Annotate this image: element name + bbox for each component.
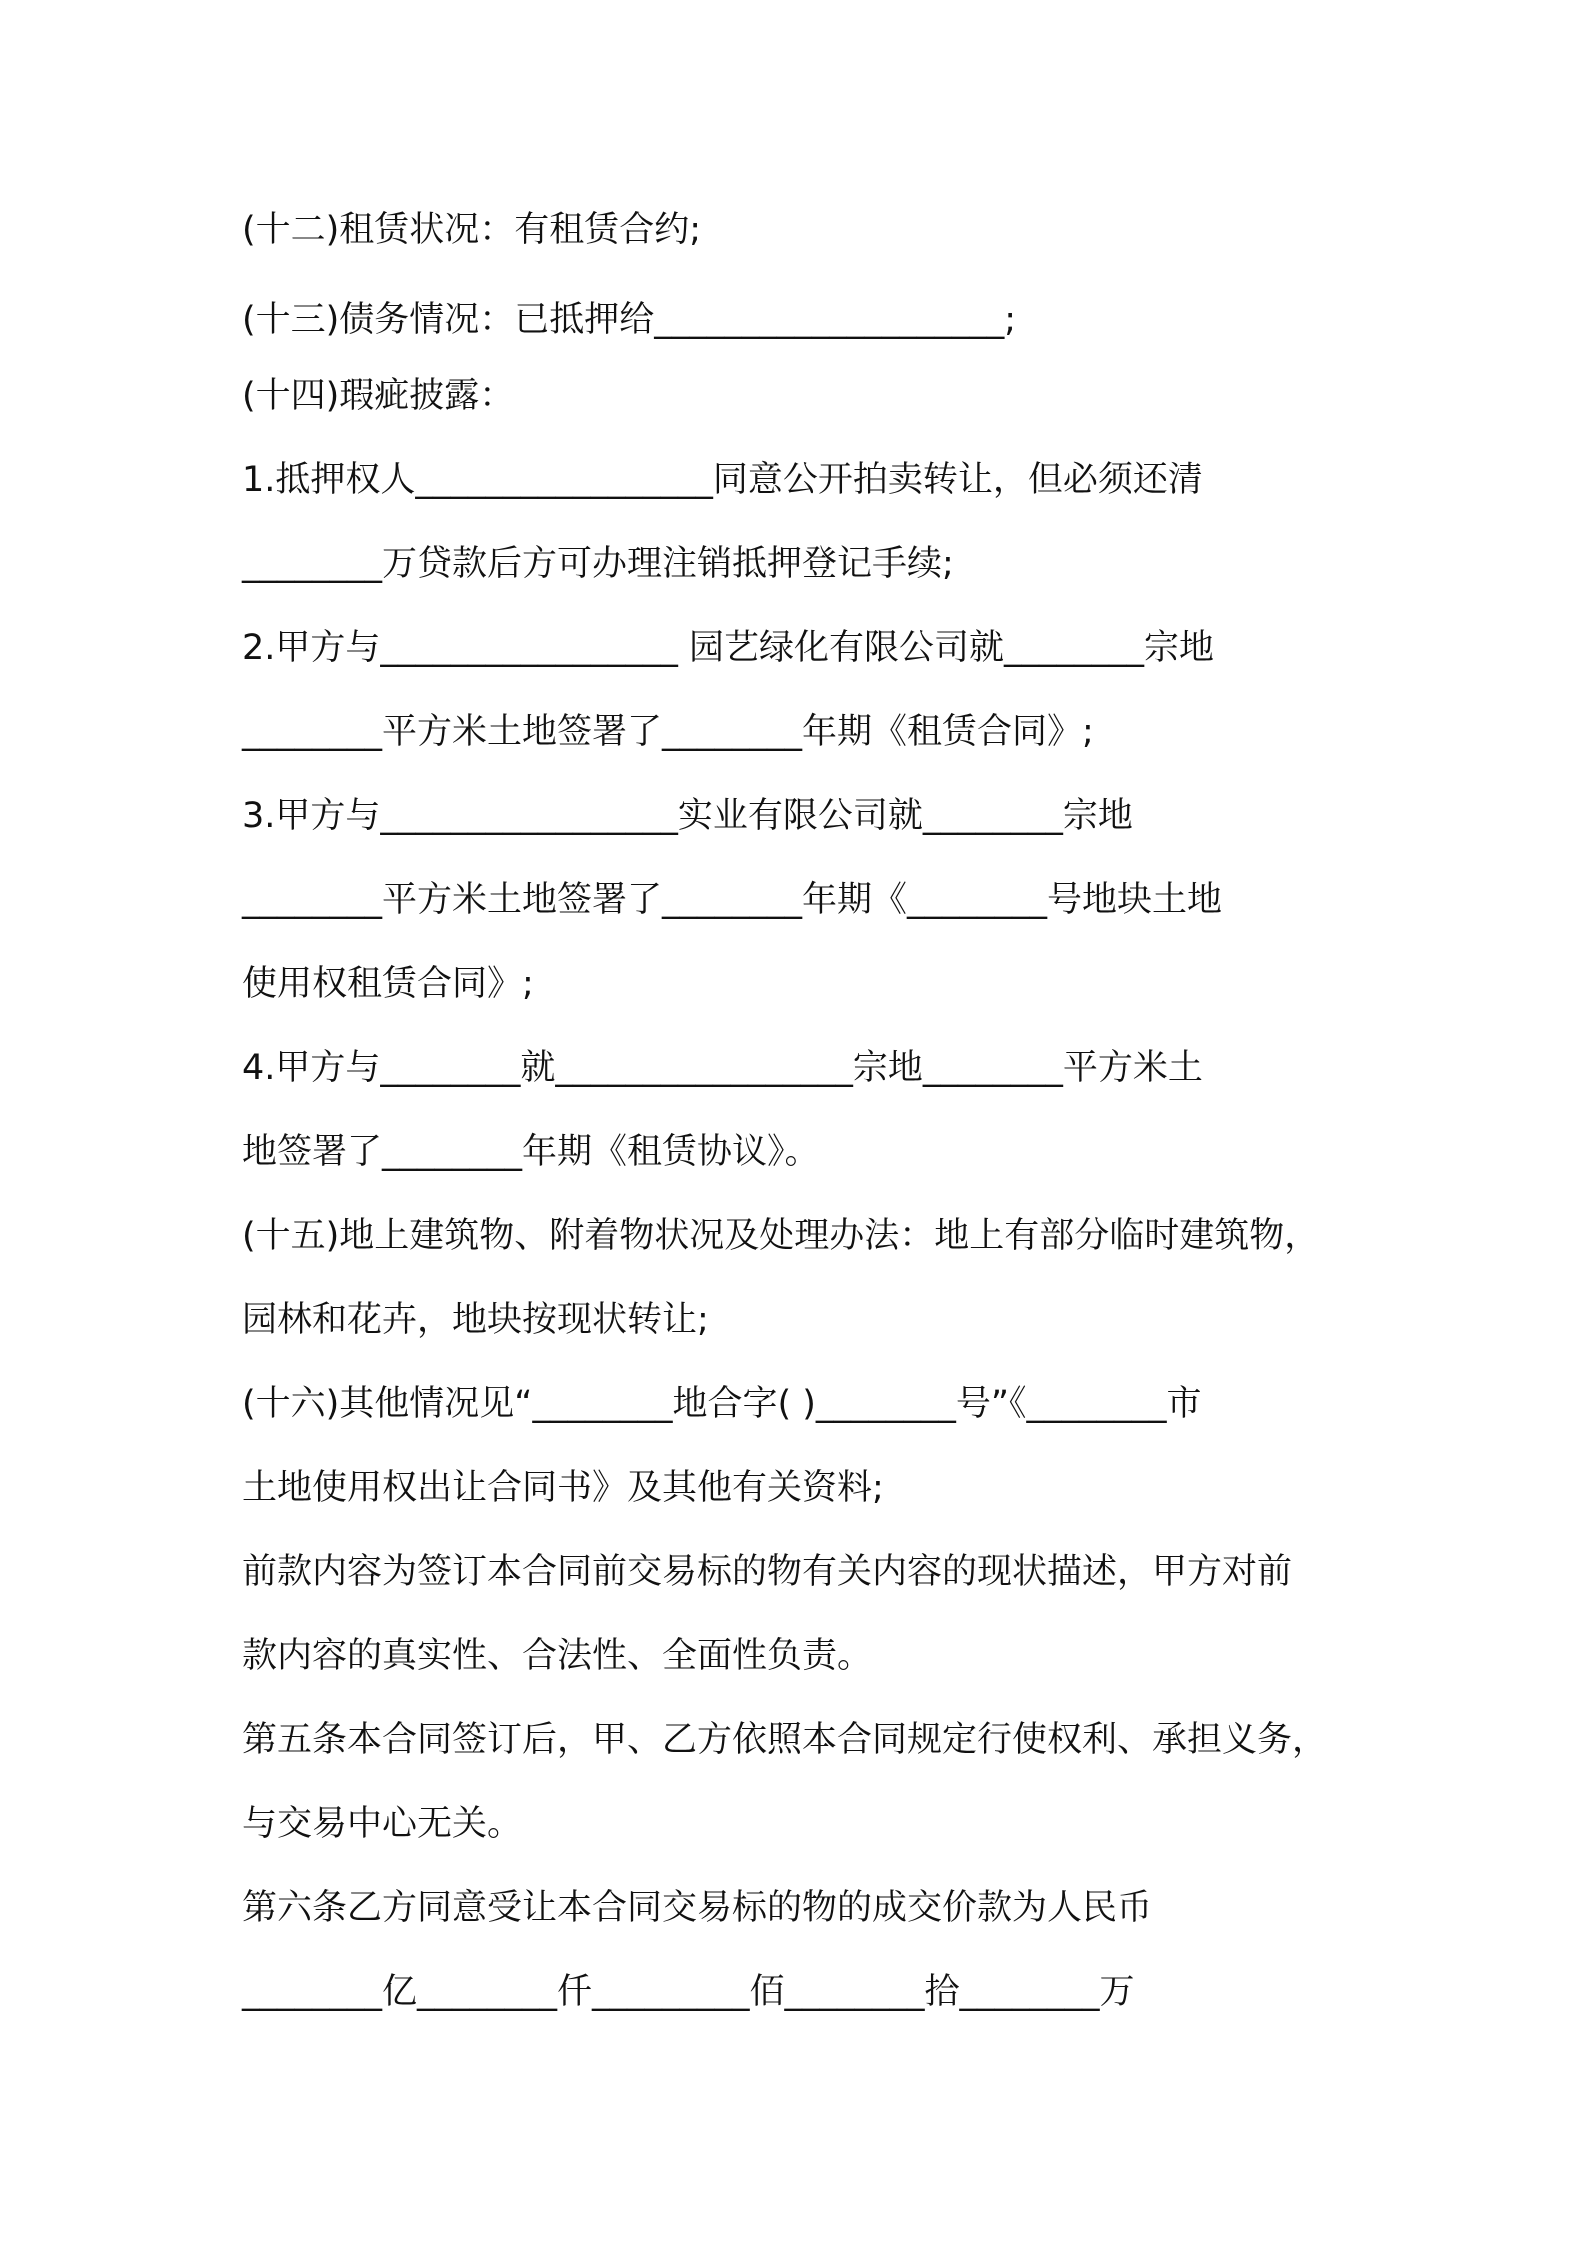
item-3-lease-line-1: 3.甲方与_________________实业有限公司就________宗地: [242, 796, 1133, 836]
item-3-lease-line-3: 使用权租赁合同》;: [242, 964, 534, 1004]
clause-15-buildings-line-2: 园林和花卉，地块按现状转让;: [242, 1300, 709, 1340]
item-2-lease-line-2: ________平方米土地签署了________年期《租赁合同》;: [242, 712, 1094, 752]
paragraph-status-line-2: 款内容的真实性、合法性、全面性负责。: [242, 1636, 873, 1676]
item-4-lease-line-2: 地签署了________年期《租赁协议》。: [242, 1132, 820, 1172]
clause-12-lease-status: (十二)租赁状况：有租赁合约;: [242, 210, 702, 250]
article-6-line-1: 第六条乙方同意受让本合同交易标的物的成交价款为人民币: [242, 1888, 1153, 1928]
item-2-lease-line-1: 2.甲方与_________________ 园艺绿化有限公司就________宗地: [242, 628, 1215, 668]
clause-16-other-line-1: (十六)其他情况见“________地合字( )________号”《________市: [242, 1384, 1202, 1424]
item-1-mortgagee-line-2: ________万贷款后方可办理注销抵押登记手续;: [242, 544, 954, 584]
paragraph-status-line-1: 前款内容为签订本合同前交易标的物有关内容的现状描述，甲方对前: [242, 1552, 1293, 1592]
clause-13-debt-status: (十三)债务情况：已抵押给____________________;: [242, 300, 1017, 340]
article-5-line-1: 第五条本合同签订后，甲、乙方依照本合同规定行使权利、承担义务，: [242, 1720, 1328, 1760]
article-6-price-line: ________亿________仟_________佰________拾________万: [242, 1972, 1135, 2012]
article-5-line-2: 与交易中心无关。: [242, 1804, 523, 1844]
item-3-lease-line-2: ________平方米土地签署了________年期《________号地块土地: [242, 880, 1223, 920]
clause-14-defect-disclosure: (十四)瑕疵披露：: [242, 376, 515, 416]
clause-15-buildings-line-1: (十五)地上建筑物、附着物状况及处理办法：地上有部分临时建筑物，: [242, 1216, 1320, 1256]
item-4-lease-line-1: 4.甲方与________就_________________宗地________平方米土: [242, 1048, 1203, 1088]
item-1-mortgagee-line-1: 1.抵押权人_________________同意公开拍卖转让，但必须还清: [242, 460, 1203, 500]
clause-16-other-line-2: 土地使用权出让合同书》及其他有关资料;: [242, 1468, 884, 1508]
